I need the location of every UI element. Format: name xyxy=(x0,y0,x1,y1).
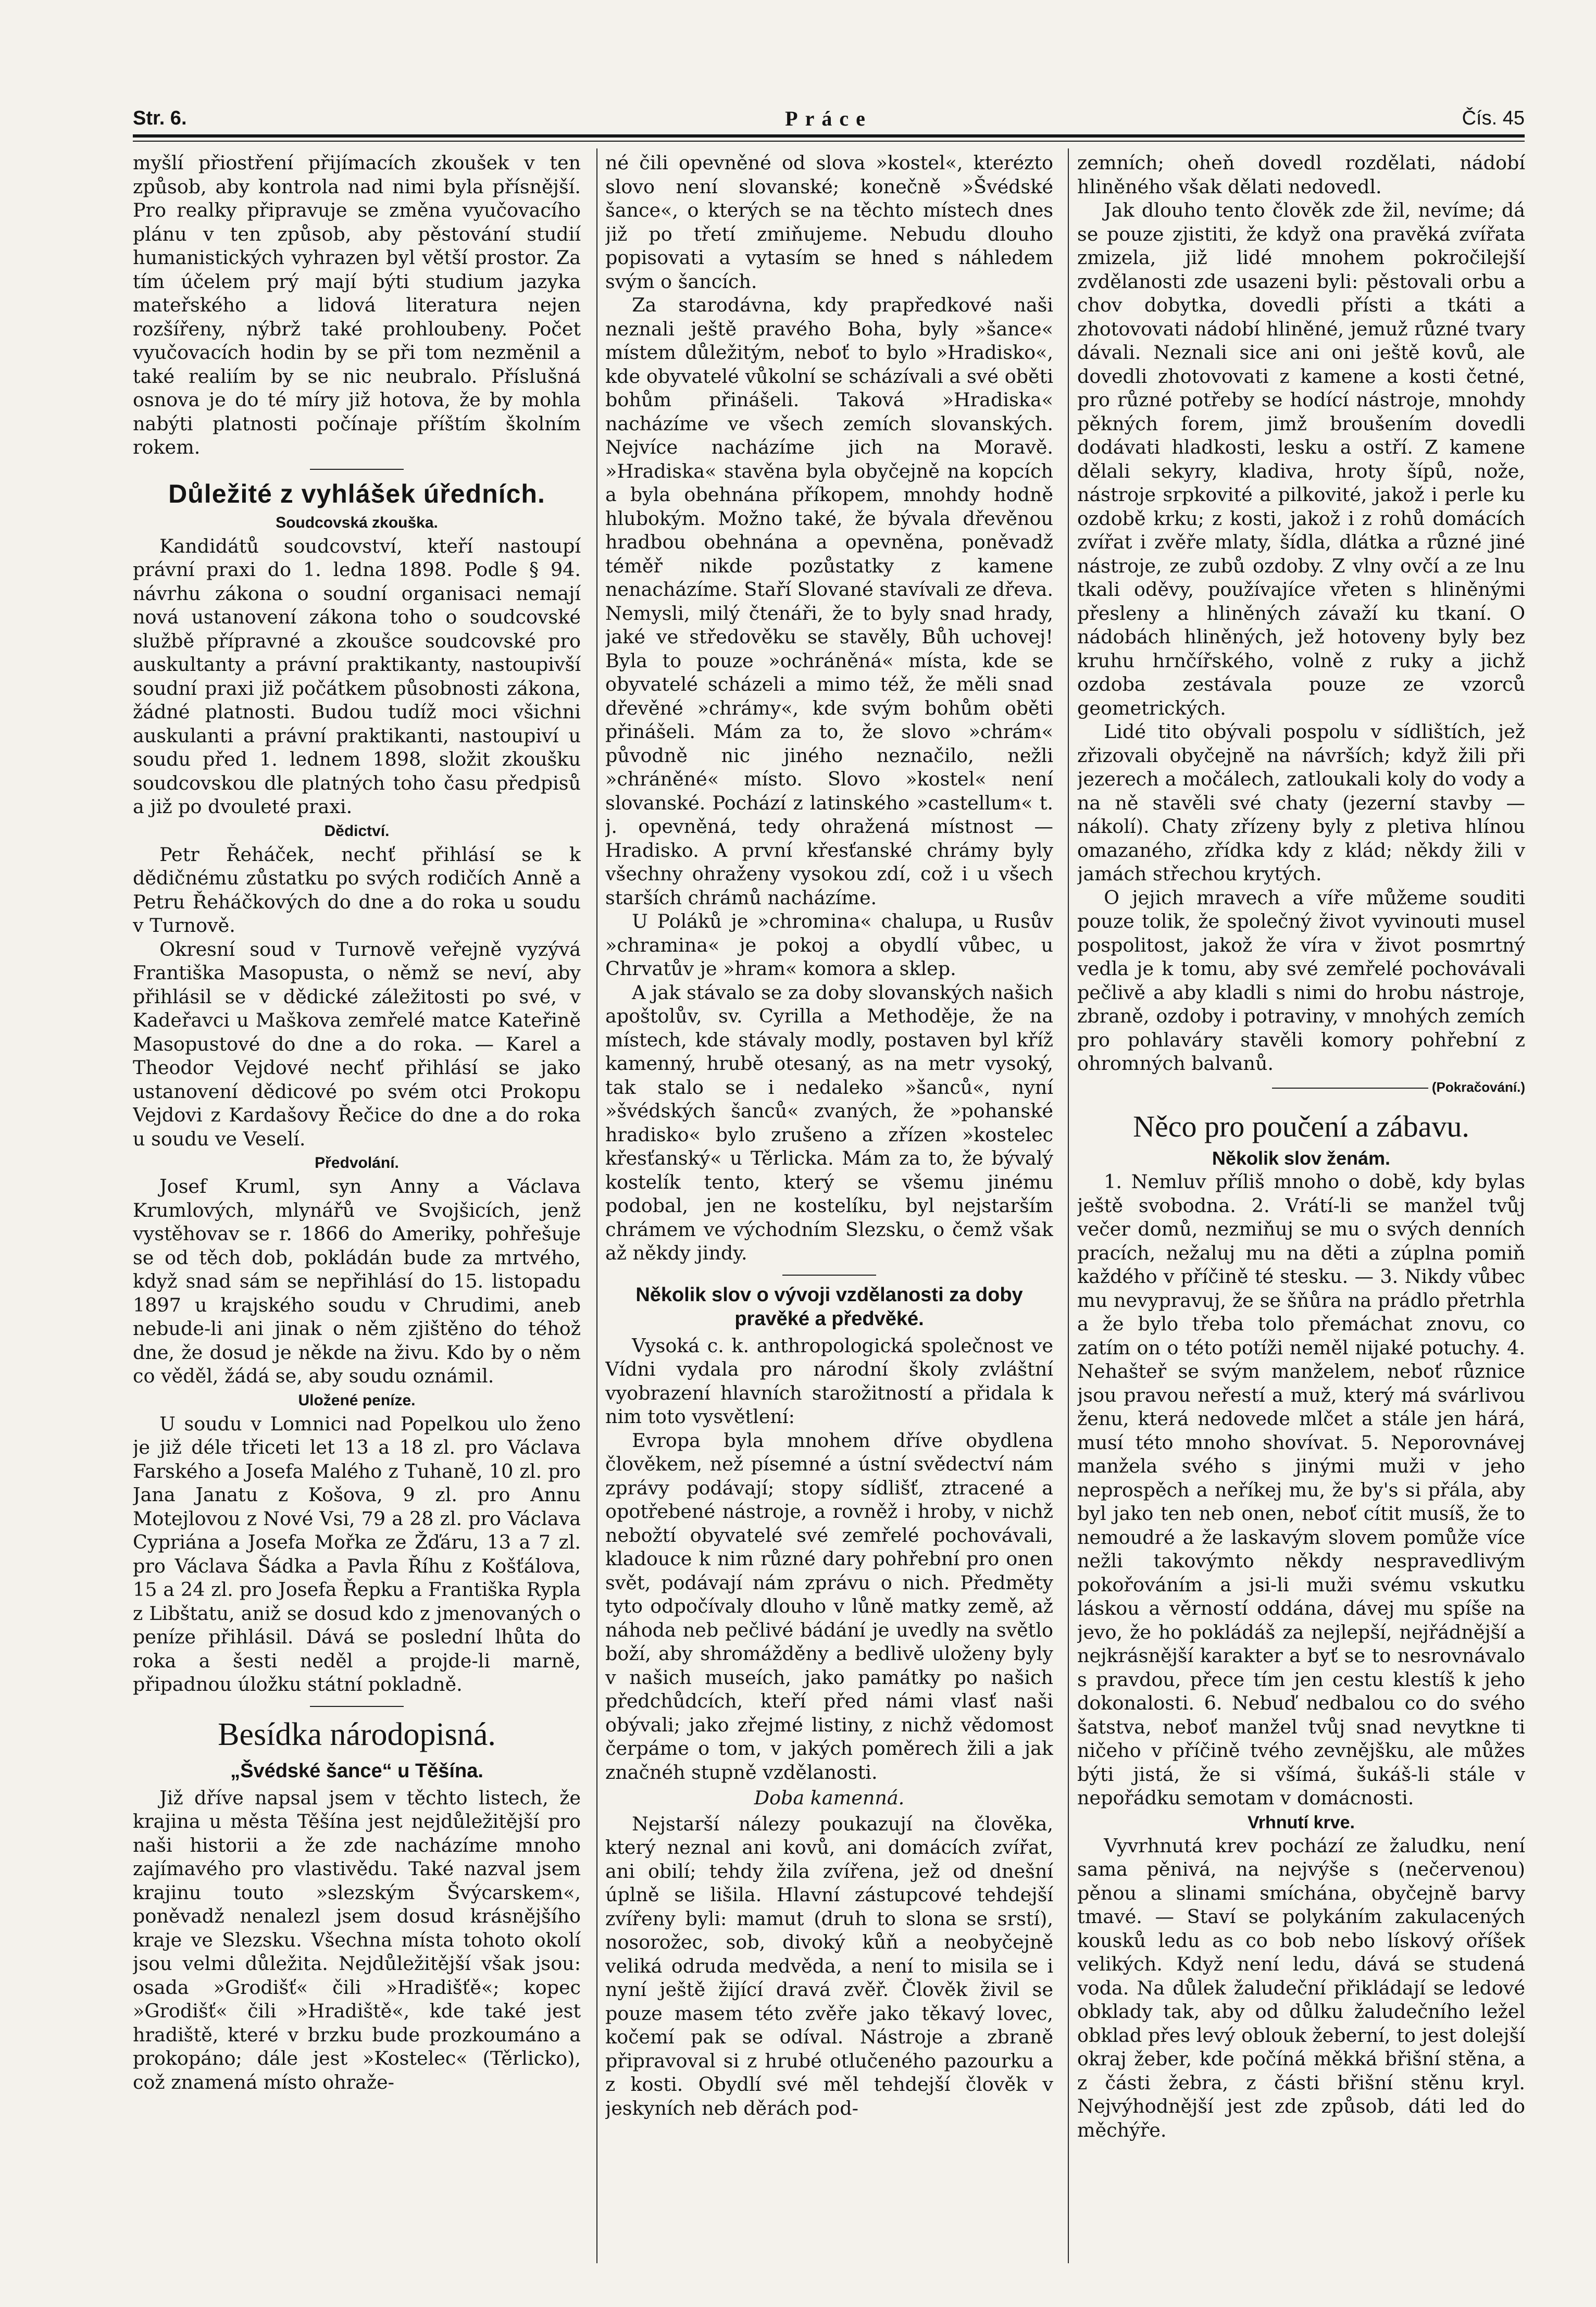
header-rule xyxy=(133,134,1525,138)
column-2 xyxy=(605,151,1053,2276)
paragraph: Lidé tito obývali pospolu v sídlištích, jež zřizovali obyčejně na návrších; když žili při jezerech a močálech, zatloukali koly do vody a na ně stavěli své chaty (jezerní stavby — nákolí). Chaty zřízeny byly z pletiva hlínou omazaného, zřídka kdy z klád; někdy žili v jamách střechou krytých. xyxy=(1077,720,1525,885)
paragraph: O jejich mravech a víře můžeme souditi pouze tolik, že společný život vyvinouti musel pospolitost, jakož že víra v život posmrtný vedla je k tomu, aby své zemřelé pochovávali pečlivě a aby kladli s nimi do hrobu nástroje, zbraně, ozdoby i potraviny, v mnohých zemích pro pohlaváry stavěli komory pohřební z ohromných balvanů. xyxy=(1077,886,1525,1075)
page-header xyxy=(133,102,1525,133)
section-heading: Něco pro poučení a zábavu. xyxy=(1133,1109,1469,1143)
issue-number: Čís. 45 xyxy=(1462,107,1525,129)
paragraph: Kandidátů soudcovství, kteří nastoupí právní praxi do 1. ledna 1898. Podle § 94. návrhu zákona o soudní organisaci nemají nová ustanovení zákona toho o soudcovské službě přípravné a zkoušce soudcovské pro auskultanty a právní praktikanty, nastoupivší soudní praxi již počátkem působnosti zákona, žádné platnosti. Budou tudíž moci všichni auskulanti a právní praktikanti, nastoupiví u soudu před 1. lednem 1898, složit zkoušku soudcovskou dle platných toho času předpisů a již po dvouleté praxi. xyxy=(133,534,581,818)
paragraph: né čili opevněné od slova »kostel«, kterézto slovo není slovanské; konečně »Švédské šance«, o kterých se na těchto místech dnes již po třetí zmiňujeme. Nebudu dlouho popisovati a vytasím se hned s náhledem svým o šancích. xyxy=(605,152,1053,293)
paragraph: Josef Kruml, syn Anny a Václava Krumlových, mlynářů ve Svojšicích, jenž vystěhovav se r. 1866 do Ameriky, pohřešuje se od těch dob, pokládán bude za mrtvého, když snad sám se nepřihlásí do 15. listopadu 1897 u krajského soudu v Chrudimi, aneb nebude-li ani jinak o něm zjištěno do téhož dne, že dosud je někde na živu. Kdo by o něm co věděl, žádá se, aby soudu oznámil. xyxy=(133,1175,581,1387)
paragraph: Jak dlouho tento člověk zde žil, nevíme; dá se pouze zjistiti, že když ona pravěká zvířata zmizela, již lidé mnohem pokročilejší zvdělanosti zde usazeni byli: pěstovali orbu a chov dobytka, dovedli přísti a tkáti a zhotovovati nádobí hliněné, jemuž různé tvary dávali. Neznali sice ani oni ještě kovů, ale dovedli zhotovovati z kamene a kosti četné, pro různé potřeby se hodící nástroje, mnohdy pěkných forem, jimž broušením dovedli dodávati hladkosti, lesku a ostří. Z kamene dělali sekyry, kladiva, hroty šípů, nože, nástroje srpkovité a pilkovité, jakož i perle ku ozdobě krku; z kosti, jakož i z rohů domácích zvířat i zvěře mlaty, šídla, dlátka a různé jiné nástroje, ze zubů ozdoby. Z vlny ovčí a ze lnu tkali oděvy, používajíce vřeten s hliněnými přesleny a hliněných závaží ku tkaní. O nádobách hliněných, jež hotoveny byly bez kruhu hrnčířského, volně z ruky a jichž ozdoba zestávala pouze ze vzorců geometrických. xyxy=(1077,199,1525,719)
paragraph: zemních; oheň dovedl rozdělati, nádobí hliněného však dělati nedovedl. xyxy=(1077,152,1525,198)
separator xyxy=(310,469,404,470)
page-number: Str. 6. xyxy=(133,107,187,129)
section-heading: Několik slov o vývoji vzdělanosti za doby pravěké a předvěké. xyxy=(635,1283,1023,1330)
column-divider xyxy=(1068,148,1069,2263)
paragraph: 1. Nemluv příliš mnoho o době, kdy bylas ještě svobodna. 2. Vrátí-li se manžel tvůj večer domů, nezmiňuj se mu o svých denních pracích, nežaluj mu na děti a zúplna pomiň každého v příčině té stesku. — 3. Nikdy vůbec mu nevypravuj, že se šňůra na prádlo přetrhla a že bylo třeba tolo přemáchat znovu, co zatím on o této potíži neměl nijaké potuchy. 4. Nehašteř se svým manželem, neboť různice jsou pravou neřestí a muž, který má svárlivou ženu, která nedovede mlčet a stále jen hárá, musí této mnoho shovívat. 5. Neporovnávej manžela svého s jinými muži v jeho neprospěch a neříkej mu, že by's si přála, aby byl jako ten neb onen, neboť cítit musíš, že to nemoudré a že laskavým slovem pomůže více nežli takovýmto někdy nespravedlivým pokořováním a jsi-li muži svému vskutku láskou a věrností oddána, dávej mu spíše na jevo, že ho pokládáš za nejlepší, nejřádnější a nejkrásnější karakter a byť se to nesrovnávalo s pravdou, přece tím jen cestu klestíš k jeho dokonalosti. 6. Nebuď nedbalou co do svého šatstva, neboť manžel tvůj snad nevytkne ti ničeho v příčině tvého zevnějšku, ale můžes býti jistá, že si všímá, šukáš-li stále v nepořádku semotam v domácnosti. xyxy=(1077,1170,1525,1809)
paragraph: U soudu v Lomnici nad Popelkou ulo ženo je již déle třiceti let 13 a 18 zl. pro Václava Farského a Josefa Malého z Tuhaně, 10 zl. pro Jana Janatu z Košova, 9 zl. pro Annu Motejlovou z Nové Vsi, 79 a 28 zl. pro Václava Cypriána a Josefa Mořka ze Žďáru, 13 a 7 zl. pro Václava Šádka a Pavla Říhu z Košťálova, 15 a 24 zl. pro Josefa Řepku a Františka Rypla z Libštatu, aniž se dosud kdo z jmenovaných o peníze přihlásil. Dává se poslední lhůta do roka a šesti neděl a projde-li marně, připadnou úložku státní pokladně. xyxy=(133,1412,581,1695)
subheading: Soudcovská zkouška. xyxy=(276,514,438,531)
paragraph: Petr Řeháček, nechť přihlásí se k dědičnému zůstatku po svých rodičích Anně a Petru Řeháčkových do dne a do roka u soudu v Turnově. xyxy=(133,843,581,937)
paragraph: U Poláků je »chromina« chalupa, u Rusův »chramina« je pokoj a obydlí vůbec, u Chrvatův je »hram« komora a sklep. xyxy=(605,910,1053,980)
paragraph: A jak stávalo se za doby slovanských našich apoštolův, sv. Cyrilla a Methoděje, že na místech, kde stávaly modly, postaven byl kříž kamenný, hrubě otesaný, as na metr vysoký, tak stalo se i nedaleko »šanců«, nyní »švédských šanců« zvaných, že »pohanské hradisko« bylo zrušeno a zřízen »kostelec křesťanský« u Těrlicka. Mám za to, že bývalý kostelík tento, který se všemu jinému podobal, jen ne kostelíku, byl nejstarším chrámem ve východním Slezsku, o čemž však až někdy jindy. xyxy=(605,981,1053,1264)
column-1 xyxy=(133,151,581,2276)
paragraph: Evropa byla mnohem dříve obydlena člověkem, než písemné a ústní svědectví nám zprávy podávají; stopy sídlišť, ztracené a opotřebené nástroje, a rovněž i hroby, v nichž nebožtí obyvatelé své zemřelé pochovávali, kladouce k nim různé dary pohřební pro onen svět, podávají nám zprávu o nich. Předměty tyto odpočívaly dlouho v lůně matky země, až náhoda neb pečlivé bádání je uvedly na světlo boží, aby shromážděny a bedlivě uloženy byly v našich museích, jako památky po našich předchůdcích, kteří před námi vlasť naši obývali; jako zřejmé listiny, z nichž vědomost čerpáme o tom, v jakých poměrech žili a jak značnéh stupně vzdělanosti. xyxy=(605,1429,1053,1784)
section-heading: Besídka národopisná. xyxy=(218,1716,496,1752)
subheading: Několik slov ženám. xyxy=(1212,1148,1391,1169)
column-3 xyxy=(1077,151,1525,2276)
subheading: Předvolání. xyxy=(315,1154,399,1171)
paragraph: Za starodávna, kdy prapředkové naši neznali ještě pravého Boha, byly »šance« místem důležitým, neboť to bylo »Hradisko«, kde obyvatelé vůkolní se scházívali a své oběti bohům přinášeli. Taková »Hradiska« nacházíme ve všech zemích slovanských. Nejvíce nacházíme jich na Moravě. »Hradiska« stavěna byla obyčejně na kopcích a byla obehnána příkopem, mnohdy hodně hlubokým. Možno také, že bývala dřevěnou hradbou obehnána a opevněna, poněvadž téměř nikde pozůstatky z kamene nenacházíme. Staří Slované stavívali ze dřeva. Nemysli, milý čtenáři, že to byly snad hrady, jaké ve středověku se stavěly, Bůh uchovej! Byla to pouze »ochráněná« místa, kde se obyvatelé scházeli a mimo též, že měli snad dřevěné »chrámy«, kde svým bohům oběti přinášeli. Mám za to, že slovo »chrám« původně nic jiného neznačilo, nežli »chráněné« místo. Slovo »kostel« není slovanské. Pochází z latinského »castellum« t. j. opevněná, tedy ohražená místnost — Hradisko. A první křesťanské chrámy byly všechny ohraženy vysokou zdí, což i u všech starších chrámů nacházíme. xyxy=(605,294,1053,909)
section-heading: Důležité z vyhlášek úředních. xyxy=(168,479,545,508)
subheading: Uložené peníze. xyxy=(298,1391,416,1409)
header-rule-thin xyxy=(133,141,1525,142)
subheading: Vrhnutí krve. xyxy=(1248,1812,1355,1832)
paragraph: Již dříve napsal jsem v těchto listech, že krajina u města Těšína jest nejdůležitější pro naši historii a že zde nacházíme mnoho zajímavého pro vlastivědu. Také nazval jsem krajinu touto »slezským Švýcarskem«, poněvadž nenalezl jsem dosud krásnějšího kraje ve Slezsku. Všechna místa tohoto okolí jsou velmi důležita. Nejdůležitější však jsou: osada »Grodišť« čili »Hradišťě«; kopec »Grodišť« čili »Hradiště«, kde také jest hradiště, které v brzku bude prozkoumáno a prokopáno; dále jest »Kostelec« (Těrlicko), což znamená místo ohraže- xyxy=(133,1786,581,2093)
continuation-note xyxy=(1077,1076,1525,1100)
paragraph: Nejstarší nálezy poukazují na člověka, který neznal ani kovů, ani domácích zvířat, ani obilí; tehdy žila zvířena, jež od dnešní úplně se lišila. Hlavní zástupcové tehdejší zvířeny byli: mamut (druh to slona se srstí), nosorožec, sob, divoký kůň a neobyčejně veliká odruda medvěda, a není to misila se i nyní ještě žijící dravá zvěř. Člověk živil se pouze masem této zvěře jako těkavý lovec, kočemí pak se odíval. Nástroje a zbraně připravoval si z hrubé otlučeného pazourku a z kosti. Obydlí své měl tehdejší člověk v jeskyních neb děrách pod- xyxy=(605,1812,1053,2119)
continuation-label: (Pokračování.) xyxy=(1431,1079,1525,1095)
subheading: Doba kamenná. xyxy=(754,1787,905,1809)
separator xyxy=(310,1706,404,1707)
newspaper-title: Práce xyxy=(785,107,872,130)
subheading: Dědictví. xyxy=(324,822,390,840)
column-divider xyxy=(596,148,597,2263)
paragraph: Vyvrhnutá krev pochází ze žaludku, není sama pěnivá, na nejvýše s (nečervenou) pěnou a slinami smíchána, obyčejně barvy tmavé. — Staví se polykáním zakulacených kousků ledu as co bob nebo lískový oříšek velikých. Když není ledu, dává se studená voda. Na důlek žaludeční přikládají se ledové obklady tak, aby od důlku žaludečního ležel obklad přes levý oblouk žeberní, to jest dolejší okraj žeber, kde počíná měkká břišní stěna, a z části žebra, z části břišní stěnu kryl. Nejvýhodnější jest zde způsob, dáti led do měchýře. xyxy=(1077,1834,1525,2141)
separator xyxy=(1272,1088,1428,1089)
subheading: „Švédské šance“ u Těšína. xyxy=(230,1760,483,1782)
separator xyxy=(782,1275,876,1276)
paragraph: myšlí přiostření přijímacích zkoušek v ten způsob, aby kontrola nad nimi byla přísnější. Pro realky připravuje se změna vyučovacího plánu v ten způsob, aby pěstování studií humanistických vyhrazen byl větší prostor. Za tím účelem prý mají býti studium jazyka mateřského a lidová literatura nejen rozšířeny, nýbrž také prohloubeny. Počet vyučovacích hodin by se při tom nezměnil a také realiím by se nic neubralo. Příslušná osnova je do té míry již hotova, že by mohla nabýti platnosti počínaje příštím školním rokem. xyxy=(133,152,581,458)
paragraph: Okresní soud v Turnově veřejně vyzývá Františka Masopusta, o němž se neví, aby přihlásil se v dědické záležitosti po své, v Kadeřavci u Maškova zemřelé matce Kateřině Masopustové do dne a do roka. — Karel a Theodor Vejdové nechť přihlásí se jako ustanovení dědicové po svém otci Prokopu Vejdovi z Kardašovy Řečice do dne a do roka u soudu ve Veselí. xyxy=(133,938,581,1150)
paragraph: Vysoká c. k. anthropologická společnost ve Vídni vydala pro národní školy zvláštní vyobrazení hlavních starožitností a přidala k nim toto vysvětlení: xyxy=(605,1334,1053,1428)
